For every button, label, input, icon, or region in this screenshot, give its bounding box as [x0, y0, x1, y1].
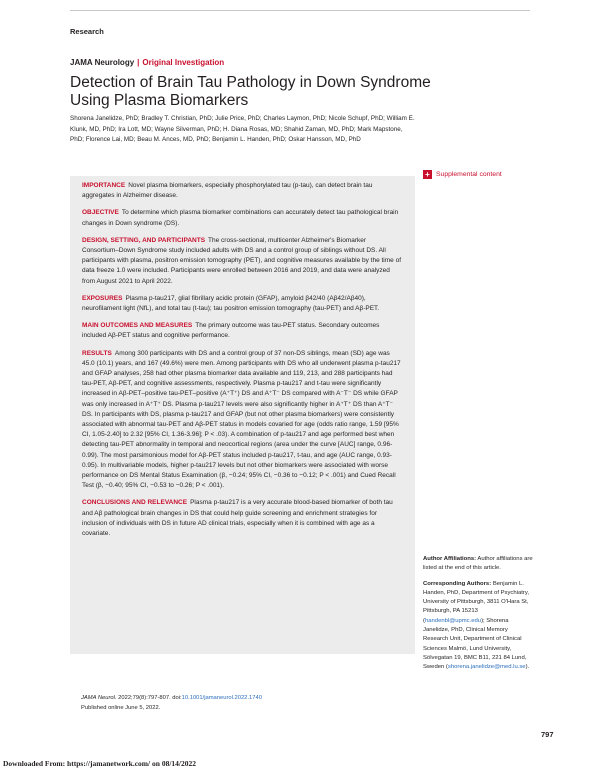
top-rule: [70, 10, 530, 11]
abstract-conclusions: [82, 498, 403, 539]
affiliations-text: Author affiliations are listed at the end of this article.: [423, 556, 533, 572]
abstract-text: Plasma p-tau217 is a very accurate blood-based biomarker of both tau and Aβ pathological brain changes in DS that could help guide screening and enrichment strategies for inclusion of individuals with DS in future AD clinical trials, especially when it is combined with age as a covariate.: [82, 499, 393, 538]
journal-line: [70, 58, 224, 67]
section-label: Research: [70, 27, 104, 36]
supplemental-content-link[interactable]: [423, 170, 502, 179]
citation-line: [81, 694, 401, 704]
download-notice: Downloaded From: https://jamanetwork.com/ on 08/14/2022: [3, 759, 196, 768]
author-info-sidebar: [423, 555, 533, 679]
abstract-text: Among 300 participants with DS and a control group of 37 non-DS siblings, mean (SD) age was 45.0 (10.1) years, and 167 (49.6%) were men. Among participants with DS who all underwent plasma p-tau217 and GFAP analyses, 258 had other plasma biomarker data available and 119, 213, and 288 participants had tau-PET, Aβ-PET, and cognitive assessments, respectively. Plasma p-tau217 and t-tau were significantly increased in Aβ-PET–positive tau-PET–positive (A⁺T⁺) DS and A⁺T⁻ DS compared with A⁻T⁻ DS while GFAP was only increased in A⁺T⁺ DS. Plasma p-tau217 levels were also significantly higher in A⁺T⁺ DS than A⁺T⁻ DS. In participants with DS, plasma p-tau217 and GFAP (but not other plasma biomarkers) were consistently associated with abnormal tau-PET and Aβ-PET status in models covaried for age (odds ratio range, 1.59 [95% CI, 1.05-2.40] to 2.32 [95% CI, 1.36-3.96]; P < .03). A combination of p-tau217 and age performed best when detecting tau-PET abnormality in temporal and neocortical regions (area under the curve [AUC] range, 0.96-0.99). The most parsimonious model for Aβ-PET status included p-tau217, t-tau, and age (AUC range, 0.93-0.95). In multivariable models, higher p-tau217 levels but not other biomarkers were associated with worse performance on DS Mental Status Examination (β, −0.24; 95% CI, −0.36 to −0.12; P < .001) and Cued Recall Test (β, −0.40; 95% CI, −0.53 to −0.26; P < .001).: [82, 349, 401, 490]
abstract-heading: CONCLUSIONS AND RELEVANCE: [82, 499, 188, 507]
citation-block: [81, 694, 401, 713]
abstract-text: The primary outcome was tau-PET status. Secondary outcomes included Aβ-PET status and cognitive performance.: [82, 322, 380, 340]
journal-name: JAMA Neurology: [70, 58, 135, 67]
email-link-janelidze[interactable]: shorena.janelidze@med.lu.se: [447, 664, 526, 671]
corresponding-text: Benjamin L. Handen, PhD, Department of Psychiatry, University of Pittsburgh, 3811 O'Hara St, Pittsburgh, PA 15213 (: [423, 580, 529, 624]
abstract-importance: [82, 181, 403, 201]
journal-separator: |: [137, 58, 140, 67]
corresponding-text: ).: [525, 664, 530, 671]
plus-icon: +: [423, 170, 432, 179]
citation-journal: JAMA Neurol.: [81, 695, 117, 701]
corresponding-heading: Corresponding Authors:: [423, 580, 492, 587]
abstract-heading: MAIN OUTCOMES AND MEASURES: [82, 322, 193, 330]
author-affiliations: [423, 555, 533, 574]
abstract-text: Plasma p-tau217, glial fibrillary acidic protein (GFAP), amyloid β42/40 (Aβ42/Aβ40), neurofilament light (NfL), and total tau (t-tau); tau positron emission tomography (tau-PET) and Aβ-PET.: [82, 294, 380, 313]
published-date: Published online June 5, 2022.: [81, 704, 161, 711]
abstract-box: [70, 176, 415, 654]
abstract-heading: OBJECTIVE: [82, 209, 119, 217]
affiliations-heading: Author Affiliations:: [423, 556, 477, 562]
citation-details: 2022;79(8):797-807. doi:: [116, 695, 182, 701]
author-list: Shorena Janelidze, PhD; Bradley T. Christian, PhD; Julie Price, PhD; Charles Laymon, PhD; Nicole Schupf, PhD; William E. Klunk, MD, PhD; Ira Lott, MD; Wayne Silverman, PhD; H. Diana Rosas, MD; Shahid Zaman, MD, PhD; Mark Mapstone, PhD; Florence Lai, MD; Beau M. Ances, MD, PhD; Benjamin L. Handen, PhD; Oskar Hansson, MD, PhD: [70, 115, 415, 143]
abstract-text: Novel plasma biomarkers, especially phosphorylated tau (p-tau), can detect brain tau aggregates in Alzheimer disease.: [82, 182, 373, 200]
abstract-objective: [82, 208, 403, 228]
email-link-handen[interactable]: handenbl@upmc.edu: [424, 617, 482, 624]
abstract-design: [82, 236, 403, 287]
abstract-heading: EXPOSURES: [82, 294, 123, 302]
abstract-heading: IMPORTANCE: [82, 182, 126, 189]
doi-link[interactable]: 10.1001/jamaneurol.2022.1740: [181, 695, 262, 701]
corresponding-authors: [423, 580, 533, 673]
abstract-text: To determine which plasma biomarker combinations can accurately detect tau pathological brain changes in Down syndrome (DS).: [82, 209, 399, 227]
abstract-results: [82, 349, 403, 492]
corresponding-text: ); Shorena Janelidze, PhD, Clinical Memory Research Unit, Department of Clinical Sciences Malmö, Lund University, Sölvegatan 19, BMC B11, 221 84 Lund, Sweden (: [423, 617, 527, 671]
article-title: Detection of Brain Tau Pathology in Down Syndrome Using Plasma Biomarkers: [70, 74, 431, 109]
supplemental-content-label: Supplemental content: [436, 171, 502, 178]
abstract-text: The cross-sectional, multicenter Alzheimer's Biomarker Consortium–Down Syndrome study included adults with DS and a control group of siblings without DS. All participants with plasma, positron emission tomography (PET), and cognitive measures available by the time of data freeze 1.0 were included. Participants were enrolled between 2016 and 2019, and data were analyzed from August 2021 to April 2022.: [82, 236, 402, 285]
page-number: 797: [541, 730, 554, 739]
abstract-outcomes: [82, 321, 403, 341]
abstract-exposures: [82, 294, 403, 314]
article-type: Original Investigation: [142, 58, 225, 67]
abstract-heading: RESULTS: [82, 349, 112, 357]
abstract-heading: DESIGN, SETTING, AND PARTICIPANTS: [82, 236, 206, 244]
